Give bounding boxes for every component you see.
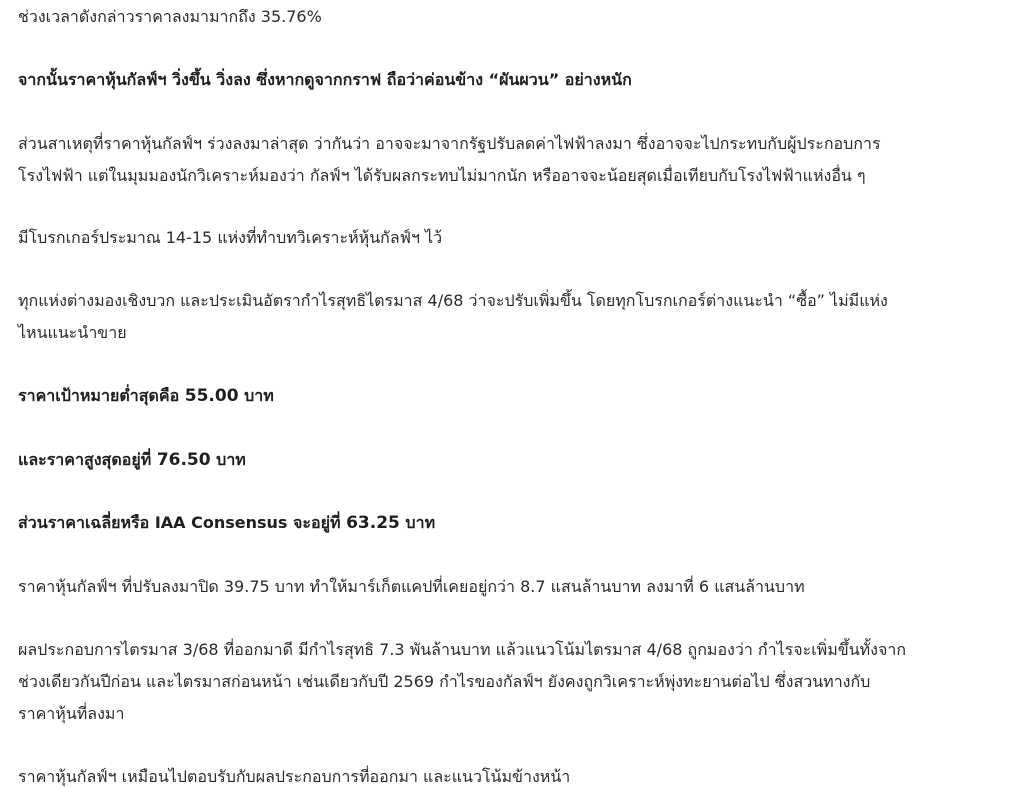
paragraph-summary <box>18 761 1008 793</box>
paragraph-volatility <box>18 64 1008 96</box>
min-target-price: 55.00 <box>184 386 239 406</box>
paragraph-min-target <box>18 380 1008 412</box>
paragraph-line: จากนั้นราคาหุ้นกัลฟ์ฯ วิ่งขึ้น วิ่งลง ซึ่งหากดูจากกราฟ ถือว่าค่อนข้าง “ผันผวน” อย่างหนัก <box>18 70 632 89</box>
min-target-unit: บาท <box>238 386 274 405</box>
paragraph-line: ราคาหุ้นกัลฟ์ฯ ที่ปรับลงมาปิด 39.75 บาท ทำให้มาร์เก็ตแคปที่เคยอยู่กว่า 8.7 แสนล้านบาท ลงมาที่ 6 แสนล้านบาท <box>18 577 805 596</box>
paragraph-outlook <box>18 285 1008 349</box>
paragraph-cause <box>18 128 1008 192</box>
paragraph-line: ผลประกอบการไตรมาส 3/68 ที่ออกมาดี มีกำไรสุทธิ 7.3 พันล้านบาท แล้วแนวโน้มไตรมาส 4/68 ถูกมองว่า กำไรจะเพิ่มขึ้นทั้งจาก <box>18 640 907 659</box>
paragraph-line: โรงไฟฟ้า แต่ในมุมมองนักวิเคราะห์มองว่า กัลฟ์ฯ ได้รับผลกระทบไม่มากนัก หรืออาจจะน้อยสุดเมื่อเทียบกับโรงไฟฟ้าแห่งอื่น ๆ <box>18 166 866 185</box>
paragraph-line: ส่วนสาเหตุที่ราคาหุ้นกัลฟ์ฯ ร่วงลงมาล่าสุด ว่ากันว่า อาจจะมาจากรัฐปรับลดค่าไฟฟ้าลงมา ซึ่งอาจจะไปกระทบกับผู้ประกอบการ <box>18 134 881 153</box>
paragraph-line: ช่วงเดียวกันปีก่อน และไตรมาสก่อนหน้า เช่นเดียวกับปี 2569 กำไรของกัลฟ์ฯ ยังคงถูกวิเคราะห์พุ่งทะยานต่อไป ซึ่งสวนทางกับ <box>18 672 871 691</box>
paragraph-line: ทุกแห่งต่างมองเชิงบวก และประเมินอัตรากำไรสุทธิไตรมาส 4/68 ว่าจะปรับเพิ่มขึ้น โดยทุกโบรกเกอร์ต่างแนะนำ “ซื้อ” ไม่มีแห่ง <box>18 291 888 310</box>
paragraph-line: ไหนแนะนำขาย <box>18 323 127 342</box>
max-target-text: และราคาสูงสุดอยู่ที่ <box>18 450 157 469</box>
paragraph-consensus <box>18 507 1008 539</box>
paragraph-line: ราคาหุ้นกัลฟ์ฯ เหมือนไปตอบรับกับผลประกอบการที่ออกมา และแนวโน้มข้างหน้า <box>18 767 571 786</box>
paragraph-brokers <box>18 222 1008 254</box>
paragraph-line <box>18 380 1008 412</box>
consensus-text: ส่วนราคาเฉลี่ยหรือ IAA Consensus จะอยู่ที่ <box>18 513 347 532</box>
paragraph-line: ราคาหุ้นที่ลงมา <box>18 704 125 723</box>
min-target-text: ราคาเป้าหมายต่ำสุดคือ <box>18 386 185 405</box>
consensus-unit: บาท <box>399 513 436 532</box>
paragraph-line: มีโบรกเกอร์ประมาณ 14-15 แห่งที่ทำบทวิเคราะห์หุ้นกัลฟ์ฯ ไว้ <box>18 228 443 247</box>
paragraph-earnings <box>18 634 1008 730</box>
consensus-price: 63.25 <box>346 513 400 533</box>
paragraph-price-drop <box>18 1 1008 33</box>
paragraph-market-cap <box>18 571 1008 603</box>
article-body <box>18 0 1008 793</box>
paragraph-line <box>18 507 1008 539</box>
max-target-price: 76.50 <box>156 450 211 470</box>
paragraph-line <box>18 444 1008 476</box>
paragraph-line: ช่วงเวลาดังกล่าวราคาลงมามากถึง 35.76% <box>18 7 322 26</box>
paragraph-max-target <box>18 444 1008 476</box>
max-target-unit: บาท <box>210 450 246 469</box>
